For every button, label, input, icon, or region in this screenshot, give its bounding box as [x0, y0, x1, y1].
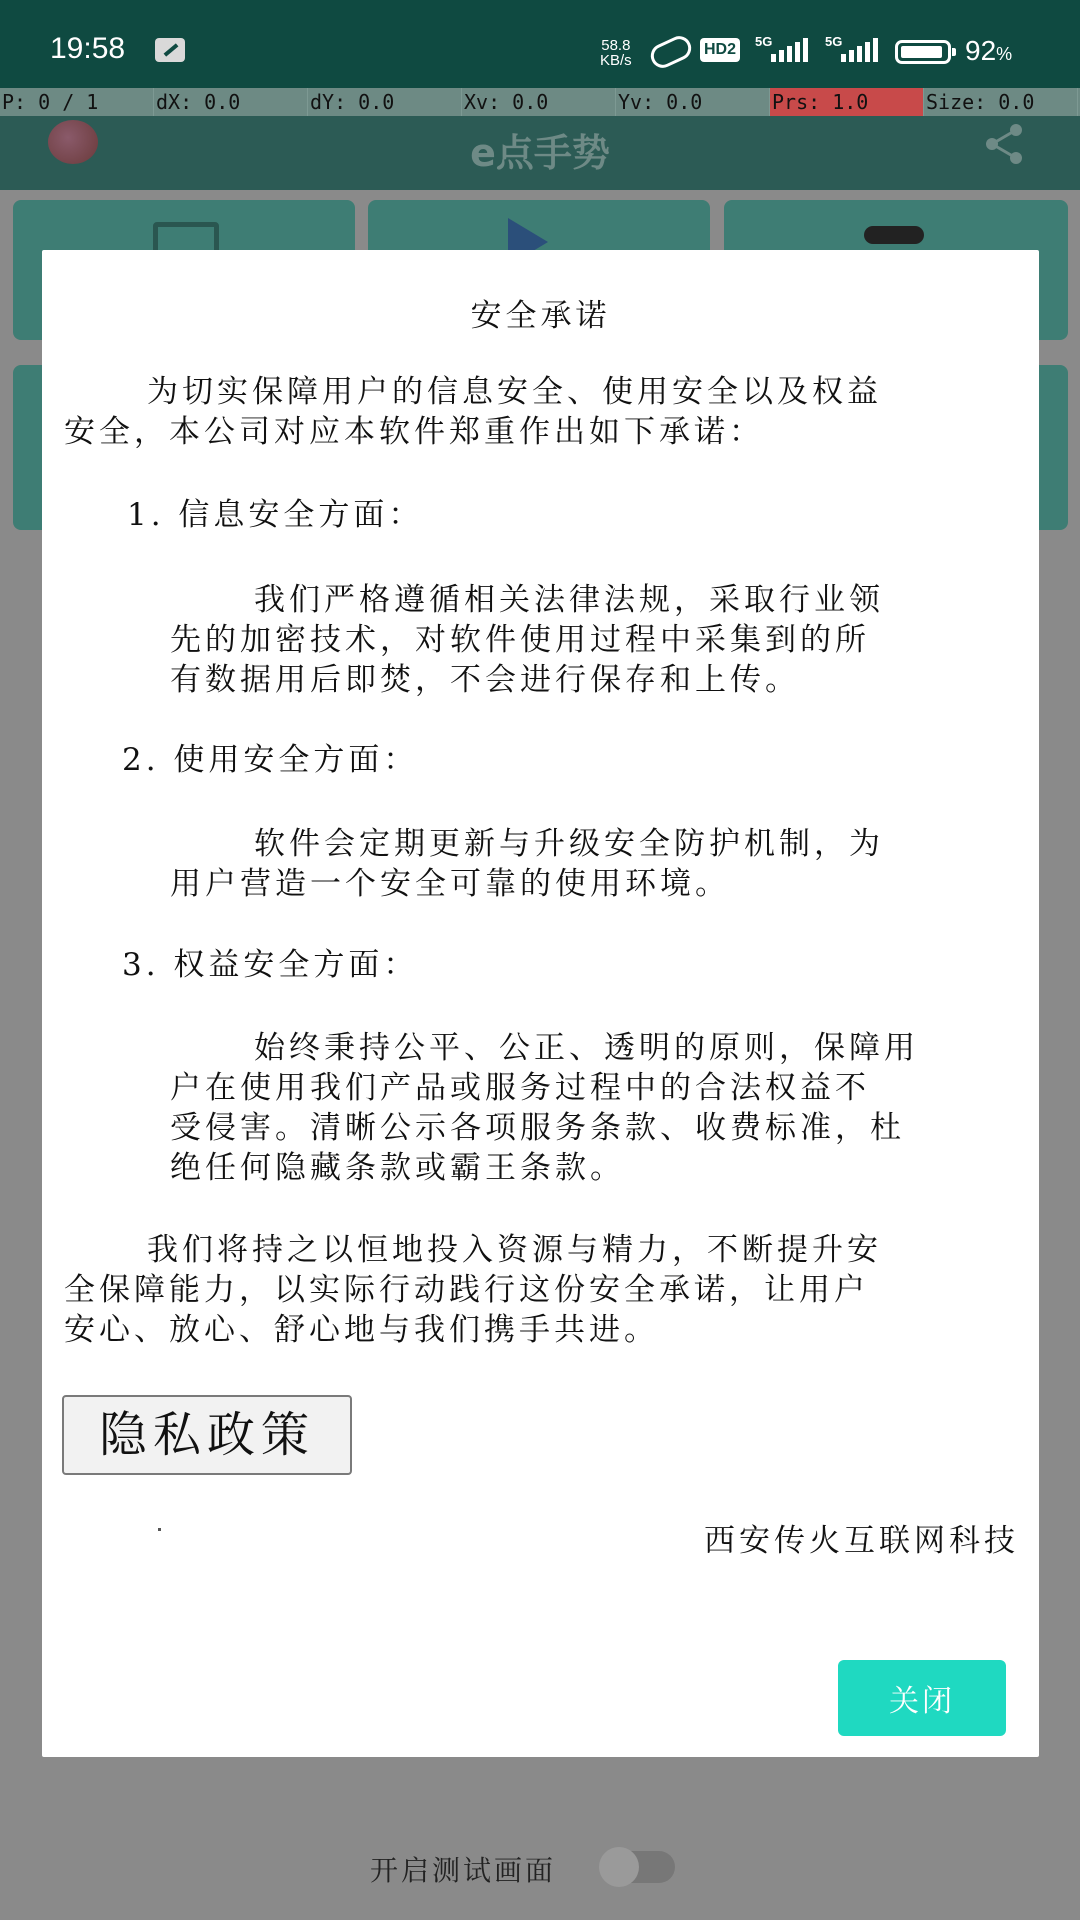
network-speed-value: 58.8: [601, 37, 631, 54]
status-bar: [0, 0, 1080, 88]
signal-icon: [825, 34, 889, 66]
pointer-xv: Xv: 0.0: [462, 88, 616, 116]
hd-badge: HD2: [700, 38, 740, 62]
section-heading: 1. 信息安全方面：: [127, 497, 424, 533]
dot-mark: [158, 1528, 161, 1531]
intro-line: 为切实保障用户的信息安全、使用安全以及权益: [147, 374, 882, 410]
section-text: 户在使用我们产品或服务过程中的合法权益不: [170, 1070, 870, 1106]
app-bar: [0, 116, 1080, 190]
section-text: 始终秉持公平、公正、透明的原则，保障用: [254, 1030, 919, 1066]
closing-line: 全保障能力，以实际行动践行这份安全承诺，让用户: [64, 1272, 869, 1308]
pointer-dx: dX: 0.0: [154, 88, 308, 116]
pointer-yv: Yv: 0.0: [616, 88, 770, 116]
section-text: 先的加密技术，对软件使用过程中采集到的所: [170, 622, 870, 658]
battery-percent: [965, 35, 1012, 67]
security-commitment-dialog: [42, 250, 1039, 1757]
section-text: 我们严格遵循相关法律法规，采取行业领: [254, 582, 884, 618]
share-icon[interactable]: [980, 120, 1028, 168]
pointer-dy: dY: 0.0: [308, 88, 462, 116]
signal-label: 5G: [755, 34, 773, 49]
toggle-test-screen[interactable]: [360, 1845, 720, 1893]
signal-label: 5G: [825, 34, 843, 49]
battery-percent-value: 92: [965, 35, 997, 66]
company-name: 西安传火互联网科技: [704, 1523, 1019, 1559]
toggle-switch[interactable]: [605, 1851, 675, 1883]
status-time: 19:58: [50, 32, 126, 65]
pointer-location-bar: [0, 88, 1080, 116]
key-icon: [864, 226, 924, 244]
network-speed-unit: KB/s: [600, 52, 632, 69]
signal-icon: [755, 34, 819, 66]
wrench-icon: [155, 38, 185, 62]
section-text: 有数据用后即焚，不会进行保存和上传。: [170, 662, 800, 698]
battery-percent-unit: %: [996, 44, 1013, 64]
section-text: 绝任何隐藏条款或霸王条款。: [170, 1150, 625, 1186]
closing-line: 安心、放心、舒心地与我们携手共进。: [64, 1312, 659, 1348]
closing-line: 我们将持之以恒地投入资源与精力，不断提升安: [147, 1232, 882, 1268]
section-heading: 2. 使用安全方面：: [122, 742, 419, 778]
pointer-pressure: Prs: 1.0: [770, 88, 924, 116]
network-speed: [600, 38, 632, 68]
app-title: e点手势: [470, 131, 610, 175]
section-text: 用户营造一个安全可靠的使用环境。: [170, 866, 730, 902]
section-heading: 3. 权益安全方面：: [122, 947, 419, 983]
section-text: 软件会定期更新与升级安全防护机制，为: [254, 826, 884, 862]
dialog-title: 安全承诺: [470, 298, 611, 334]
intro-line: 安全，本公司对应本软件郑重作出如下承诺：: [64, 414, 764, 450]
close-button[interactable]: 关闭: [838, 1660, 1006, 1736]
toggle-label: 开启测试画面: [370, 1854, 557, 1887]
privacy-policy-button[interactable]: 隐私政策: [62, 1395, 352, 1475]
link-icon: [647, 32, 695, 72]
pointer-size: Size: 0.0: [924, 88, 1078, 116]
section-text: 受侵害。清晰公示各项服务条款、收费标准，杜: [170, 1110, 905, 1146]
battery-icon: [895, 40, 951, 64]
pointer-count: P: 0 / 1: [0, 88, 154, 116]
